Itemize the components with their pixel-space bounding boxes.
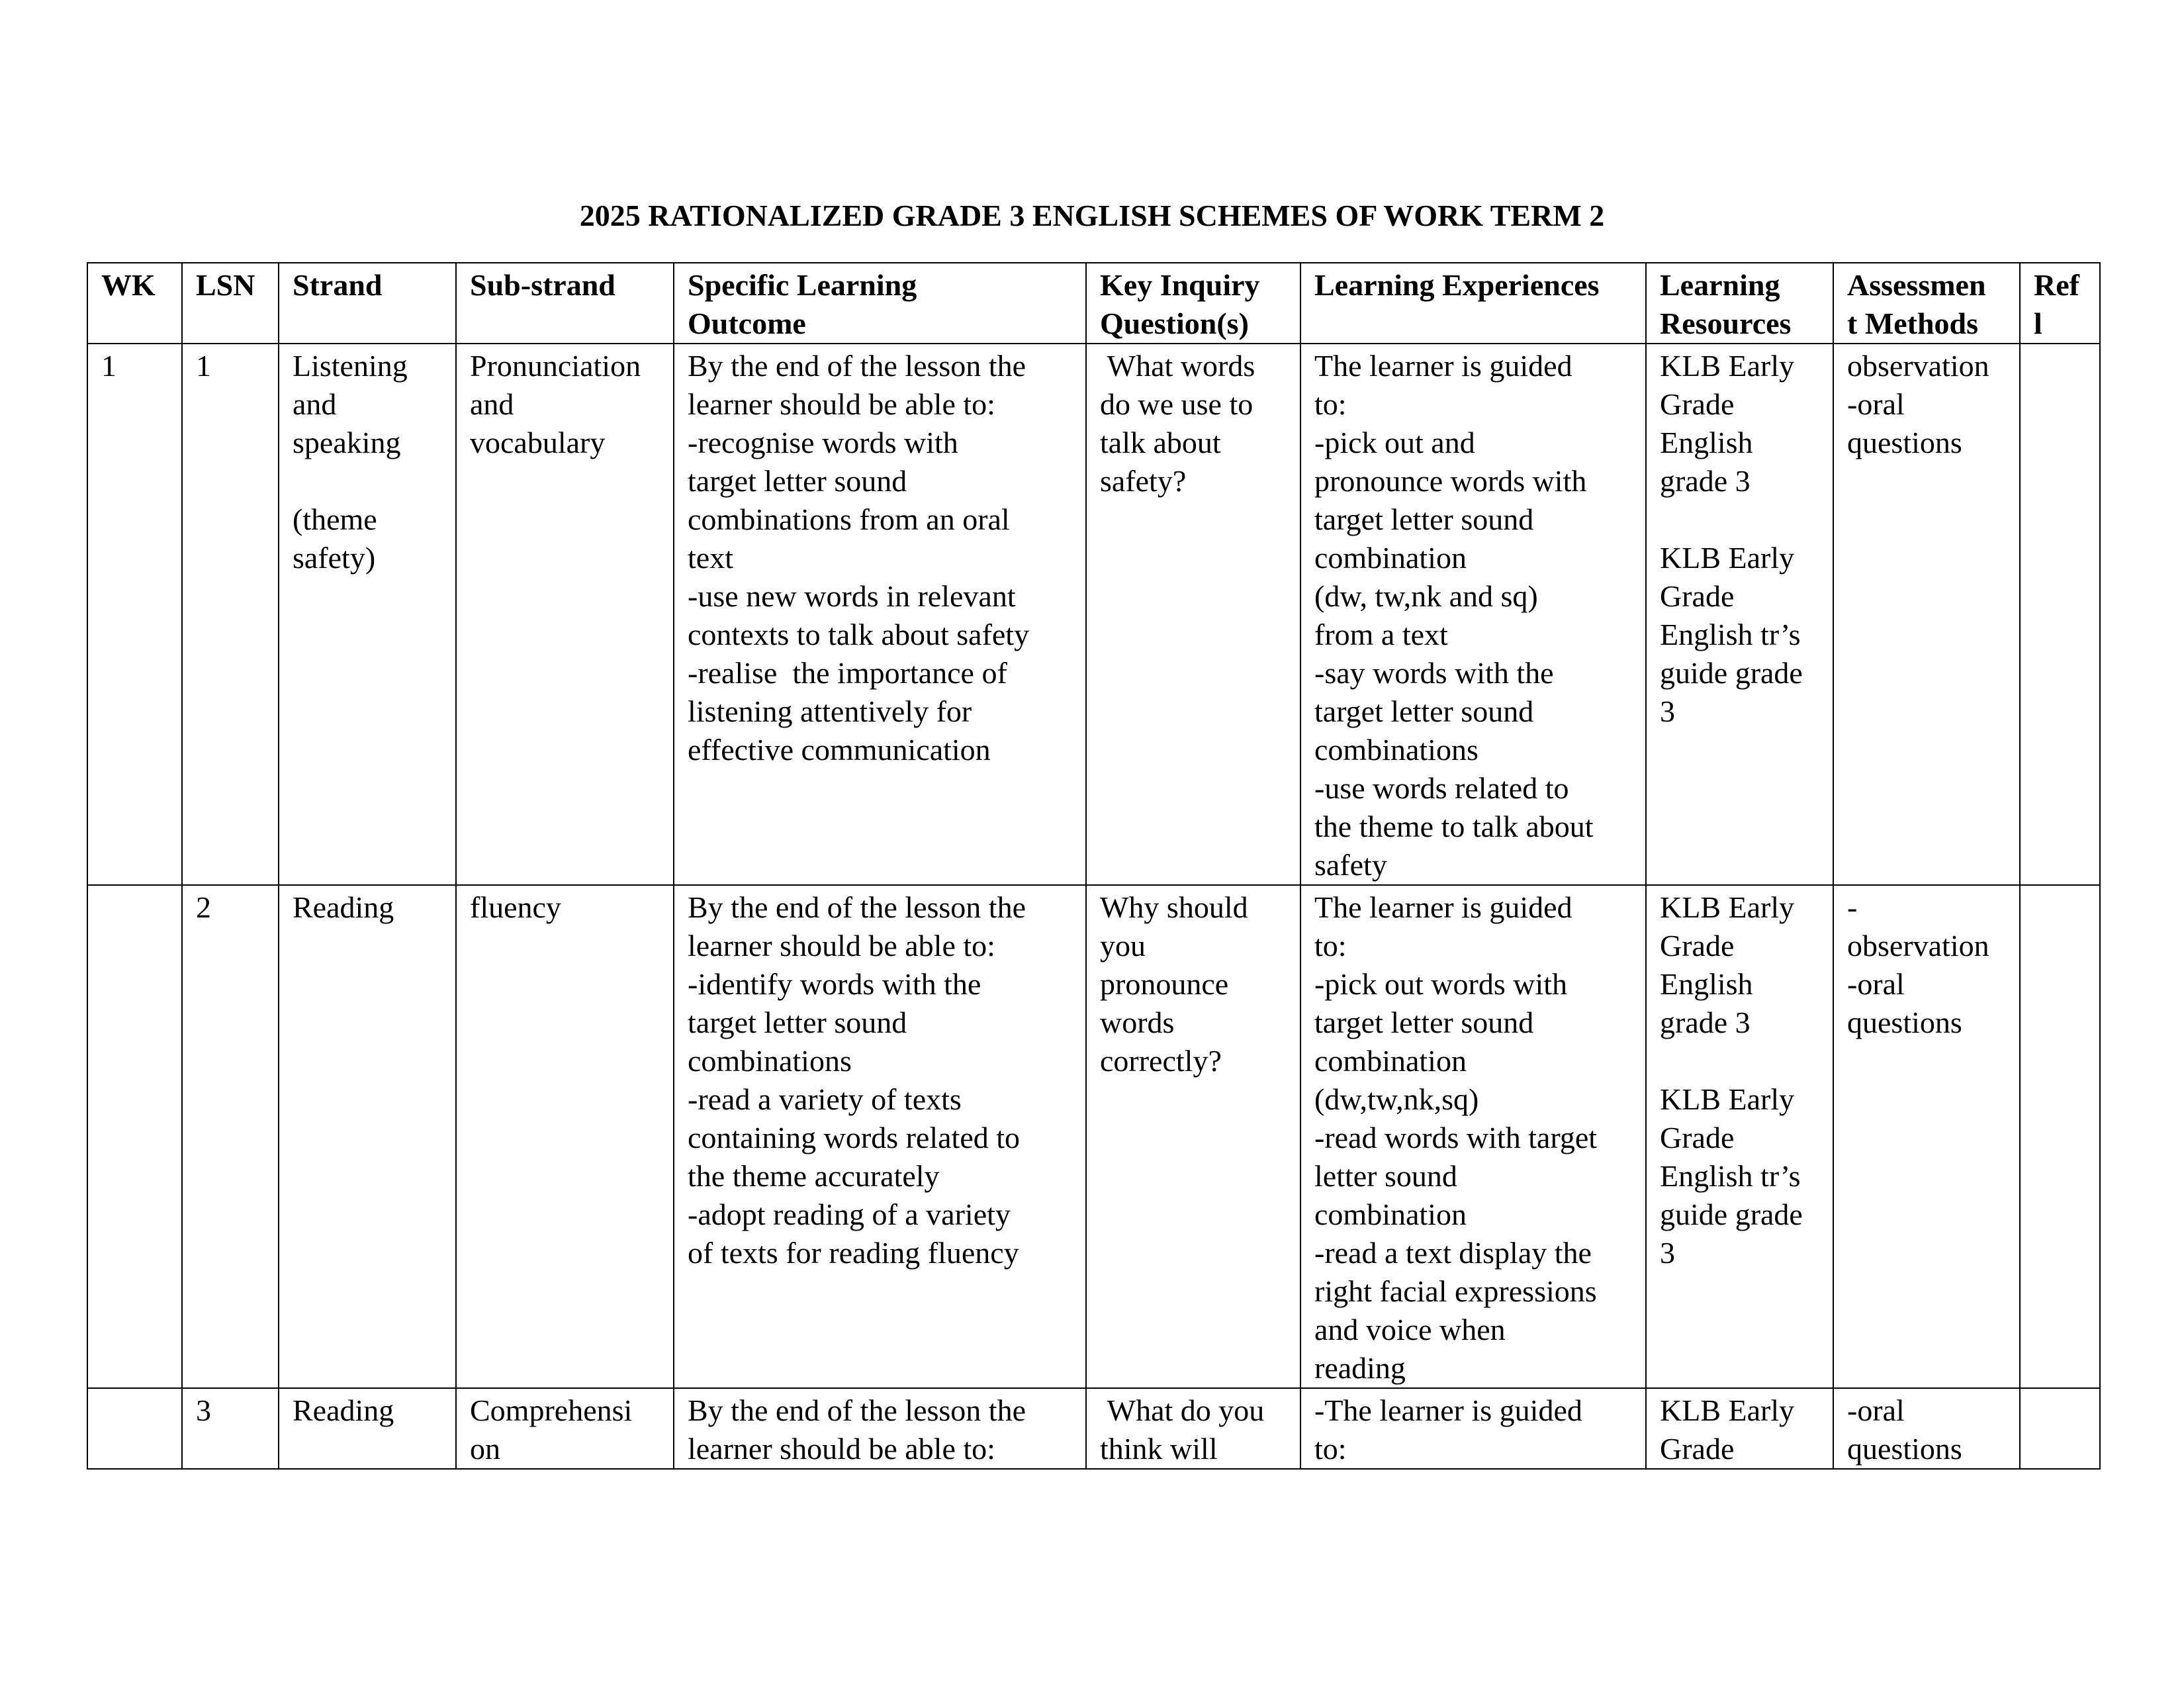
cell-line: By the end of the lesson the [688, 349, 1026, 383]
cell-line: talk about [1100, 426, 1221, 459]
cell-line: By the end of the lesson the [688, 1393, 1026, 1427]
cell-line: pronounce [1100, 967, 1229, 1001]
cell-line: words [1100, 1006, 1175, 1039]
cell-line [1660, 1042, 1819, 1080]
cell-line: Grade [1660, 579, 1735, 613]
cell-wk [87, 1388, 182, 1469]
cell-line: The learner is guided [1314, 349, 1572, 383]
header-refl: Ref l [2020, 263, 2100, 344]
cell-line: target letter sound [1314, 1006, 1534, 1039]
header-wk: WK [87, 263, 182, 344]
cell-line: What do you [1100, 1393, 1265, 1427]
cell-line: observation [1847, 349, 1989, 383]
cell-line: grade 3 [1660, 1006, 1751, 1039]
cell-line [1660, 500, 1819, 539]
cell-line: By the end of the lesson the [688, 890, 1026, 924]
cell-line: Grade [1660, 1121, 1735, 1154]
cell-resources [1646, 1388, 1833, 1469]
cell-line: The learner is guided [1314, 890, 1572, 924]
cell-line: 3 [1660, 694, 1675, 728]
cell-line: combination [1314, 541, 1467, 575]
cell-line: correctly? [1100, 1044, 1222, 1078]
cell-resources [1646, 885, 1833, 1388]
cell-line: -pick out words with [1314, 967, 1568, 1001]
cell-line: reading [1314, 1351, 1406, 1385]
cell-line: -adopt reading of a variety [688, 1197, 1011, 1231]
header-experiences: Learning Experiences [1300, 263, 1646, 344]
cell-line: Grade [1660, 387, 1735, 421]
cell-line: do we use to [1100, 387, 1253, 421]
cell-line: combination [1314, 1044, 1467, 1078]
cell-line: Grade [1660, 1432, 1735, 1466]
cell-line: Listening [293, 349, 408, 383]
cell-resources [1646, 344, 1833, 885]
cell-assessment [1833, 1388, 2020, 1469]
cell-line: listening attentively for [688, 694, 972, 728]
table-row [87, 885, 2100, 1388]
cell-inquiry [1086, 344, 1300, 885]
cell-line: containing words related to [688, 1121, 1021, 1154]
cell-line: -oral [1847, 387, 1905, 421]
cell-refl [2020, 885, 2100, 1388]
table-row [87, 344, 2100, 885]
cell-outcome [674, 1388, 1086, 1469]
cell-line: effective communication [688, 733, 991, 767]
header-strand: Strand [279, 263, 456, 344]
cell-line: -use new words in relevant [688, 579, 1016, 613]
cell-assessment [1833, 344, 2020, 885]
cell-line: target letter sound [1314, 694, 1534, 728]
cell-line: speaking [293, 426, 401, 459]
cell-lsn: 3 [182, 1388, 279, 1469]
cell-line: target letter sound [1314, 502, 1534, 536]
cell-line: the theme accurately [688, 1159, 940, 1193]
cell-line: (theme [293, 502, 377, 536]
cell-line: What words [1100, 349, 1255, 383]
cell-line: Reading [293, 890, 394, 924]
cell-line: -The learner is guided [1314, 1393, 1582, 1427]
cell-line: safety [1314, 848, 1387, 882]
cell-line: -read words with target [1314, 1121, 1598, 1154]
cell-line: - [1847, 890, 1858, 924]
cell-line: target letter sound [688, 1006, 907, 1039]
cell-line: KLB Early [1660, 541, 1795, 575]
cell-line: guide grade [1660, 656, 1803, 690]
cell-line: think will [1100, 1432, 1218, 1466]
cell-line: and [470, 387, 514, 421]
cell-line: questions [1847, 1006, 1962, 1039]
header-assessment: Assessmen t Methods [1833, 263, 2020, 344]
header-lsn: LSN [182, 263, 279, 344]
cell-lsn: 2 [182, 885, 279, 1388]
cell-line: and [293, 387, 337, 421]
cell-line: to: [1314, 929, 1347, 962]
cell-line: -read a text display the [1314, 1236, 1592, 1270]
cell-sub-strand [456, 344, 674, 885]
cell-line: (dw, tw,nk and sq) [1314, 579, 1538, 613]
cell-line: observation [1847, 929, 1989, 962]
header-inquiry: Key Inquiry Question(s) [1086, 263, 1300, 344]
cell-line: safety? [1100, 464, 1187, 498]
cell-wk: 1 [87, 344, 182, 885]
cell-line: Grade [1660, 929, 1735, 962]
cell-line: Why should [1100, 890, 1248, 924]
cell-sub-strand [456, 1388, 674, 1469]
header-outcome: Specific Learning Outcome [674, 263, 1086, 344]
cell-line: (dw,tw,nk,sq) [1314, 1082, 1479, 1116]
header-resources: Learning Resources [1646, 263, 1833, 344]
cell-line: English [1660, 426, 1753, 459]
cell-line: Reading [293, 1393, 394, 1427]
cell-line: pronounce words with [1314, 464, 1587, 498]
cell-line: -oral [1847, 967, 1905, 1001]
cell-lsn: 1 [182, 344, 279, 885]
cell-strand [279, 344, 456, 885]
cell-line: combinations [1314, 733, 1479, 767]
cell-line: -recognise words with [688, 426, 958, 459]
table-row [87, 1388, 2100, 1469]
cell-line: combination [1314, 1197, 1467, 1231]
cell-line: on [470, 1432, 500, 1466]
cell-refl [2020, 344, 2100, 885]
cell-line: combinations from an oral [688, 502, 1010, 536]
cell-strand [279, 885, 456, 1388]
cell-wk [87, 885, 182, 1388]
cell-line: -say words with the [1314, 656, 1554, 690]
cell-line: target letter sound [688, 464, 907, 498]
cell-line: Comprehensi [470, 1393, 633, 1427]
cell-line: Pronunciation [470, 349, 641, 383]
cell-line: -oral [1847, 1393, 1905, 1427]
cell-line: -realise the importance of [688, 656, 1007, 690]
cell-line: KLB Early [1660, 1082, 1795, 1116]
cell-outcome [674, 885, 1086, 1388]
cell-line: fluency [470, 890, 561, 924]
cell-line: you [1100, 929, 1146, 962]
cell-line: -read a variety of texts [688, 1082, 962, 1116]
cell-line: to: [1314, 387, 1347, 421]
cell-line: letter sound [1314, 1159, 1457, 1193]
cell-line: KLB Early [1660, 1393, 1795, 1427]
header-row [87, 263, 2100, 344]
cell-line: -use words related to [1314, 771, 1569, 805]
cell-experiences [1300, 344, 1646, 885]
schemes-table [87, 262, 2101, 1470]
cell-line: 3 [1660, 1236, 1675, 1270]
cell-strand [279, 1388, 456, 1469]
cell-line: learner should be able to: [688, 387, 995, 421]
cell-line: combinations [688, 1044, 852, 1078]
cell-line: safety) [293, 541, 376, 575]
cell-line: to: [1314, 1432, 1347, 1466]
cell-line: grade 3 [1660, 464, 1751, 498]
cell-line: text [688, 541, 733, 575]
cell-experiences [1300, 1388, 1646, 1469]
cell-line: vocabulary [470, 426, 606, 459]
cell-line: and voice when [1314, 1313, 1506, 1346]
cell-line: of texts for reading fluency [688, 1236, 1019, 1270]
cell-line: English [1660, 967, 1753, 1001]
cell-outcome [674, 344, 1086, 885]
header-sub-strand: Sub-strand [456, 263, 674, 344]
cell-line: from a text [1314, 618, 1448, 651]
cell-line: contexts to talk about safety [688, 618, 1030, 651]
cell-line: KLB Early [1660, 349, 1795, 383]
cell-line: -identify words with the [688, 967, 981, 1001]
cell-line: the theme to talk about [1314, 810, 1594, 843]
cell-line: KLB Early [1660, 890, 1795, 924]
cell-line: right facial expressions [1314, 1274, 1597, 1308]
cell-line [293, 462, 442, 500]
cell-line: learner should be able to: [688, 929, 995, 962]
cell-line: -pick out and [1314, 426, 1475, 459]
page-title: 2025 RATIONALIZED GRADE 3 ENGLISH SCHEMES OF WORK TERM 2 [579, 199, 1605, 232]
cell-sub-strand [456, 885, 674, 1388]
cell-assessment [1833, 885, 2020, 1388]
cell-experiences [1300, 885, 1646, 1388]
cell-refl [2020, 1388, 2100, 1469]
cell-inquiry [1086, 1388, 1300, 1469]
cell-line: guide grade [1660, 1197, 1803, 1231]
cell-line: questions [1847, 426, 1962, 459]
cell-line: English tr’s [1660, 1159, 1801, 1193]
cell-inquiry [1086, 885, 1300, 1388]
cell-line: questions [1847, 1432, 1962, 1466]
cell-line: learner should be able to: [688, 1432, 995, 1466]
cell-line: English tr’s [1660, 618, 1801, 651]
